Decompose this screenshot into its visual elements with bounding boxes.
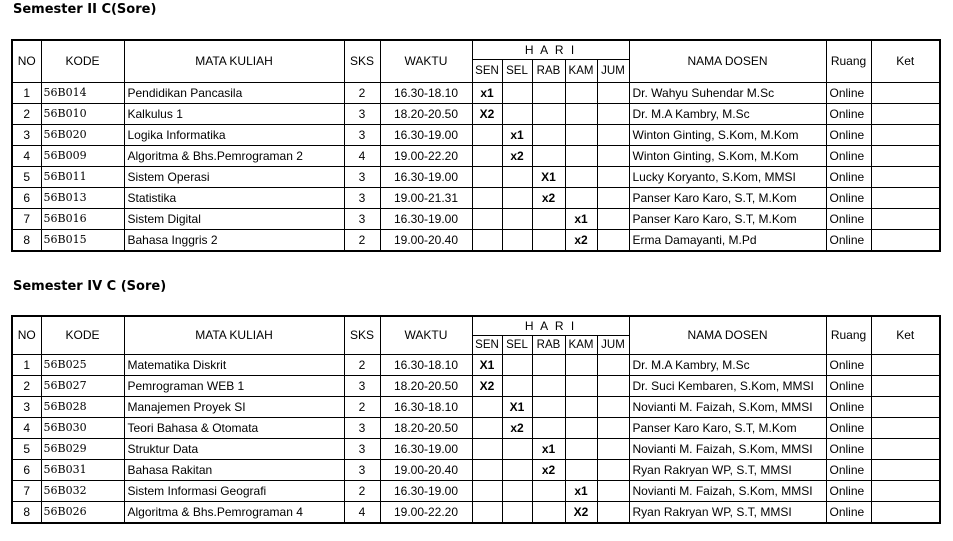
- header-day-jum: JUM: [597, 59, 629, 82]
- day-mark-jum: [597, 145, 629, 166]
- table-row: [12, 124, 940, 145]
- row-number: 3: [12, 396, 41, 417]
- sks-value: 2: [344, 354, 380, 375]
- day-mark-sen: [472, 438, 502, 459]
- lecturer-name: Winton Ginting, S.Kom, M.Kom: [629, 145, 826, 166]
- row-number: 6: [12, 459, 41, 480]
- table-row: [12, 187, 940, 208]
- lecturer-name: Panser Karo Karo, S.T, M.Kom: [629, 187, 826, 208]
- header-day-sel: SEL: [502, 59, 532, 82]
- day-mark-sel: [502, 82, 532, 103]
- day-mark-sel: [502, 480, 532, 501]
- course-code: 56B027: [41, 375, 124, 396]
- room: Online: [826, 187, 871, 208]
- table-row: [12, 501, 940, 523]
- header-ket: Ket: [871, 316, 940, 354]
- course-code: 56B009: [41, 145, 124, 166]
- course-name: Algoritma & Bhs.Pemrograman 2: [124, 145, 344, 166]
- course-name: Pemrograman WEB 1: [124, 375, 344, 396]
- day-mark-jum: [597, 103, 629, 124]
- day-mark-sen: [472, 501, 502, 523]
- course-name: Sistem Operasi: [124, 166, 344, 187]
- course-name: Statistika: [124, 187, 344, 208]
- day-mark-jum: [597, 166, 629, 187]
- note: [871, 103, 940, 124]
- room: Online: [826, 459, 871, 480]
- table-row: [12, 103, 940, 124]
- row-number: 7: [12, 480, 41, 501]
- header-ruang: Ruang: [826, 316, 871, 354]
- time-slot: 18.20-20.50: [380, 375, 472, 396]
- day-mark-kam: [565, 124, 597, 145]
- course-name: Sistem Digital: [124, 208, 344, 229]
- header-day-sel: SEL: [502, 335, 532, 354]
- lecturer-name: Winton Ginting, S.Kom, M.Kom: [629, 124, 826, 145]
- note: [871, 375, 940, 396]
- note: [871, 166, 940, 187]
- day-mark-jum: [597, 396, 629, 417]
- sks-value: 4: [344, 145, 380, 166]
- table-row: [12, 480, 940, 501]
- note: [871, 229, 940, 251]
- header-kode: KODE: [41, 316, 124, 354]
- lecturer-name: Ryan Rakryan WP, S.T, MMSI: [629, 501, 826, 523]
- row-number: 8: [12, 229, 41, 251]
- day-mark-rab: [532, 208, 565, 229]
- day-mark-sel: x2: [502, 417, 532, 438]
- day-mark-kam: [565, 459, 597, 480]
- time-slot: 19.00-22.20: [380, 501, 472, 523]
- note: [871, 124, 940, 145]
- row-number: 1: [12, 354, 41, 375]
- table-row: [12, 438, 940, 459]
- day-mark-sen: X2: [472, 103, 502, 124]
- day-mark-jum: [597, 354, 629, 375]
- sks-value: 3: [344, 459, 380, 480]
- day-mark-rab: [532, 103, 565, 124]
- course-name: Struktur Data: [124, 438, 344, 459]
- day-mark-kam: X2: [565, 501, 597, 523]
- day-mark-sel: x2: [502, 145, 532, 166]
- day-mark-jum: [597, 124, 629, 145]
- day-mark-jum: [597, 417, 629, 438]
- header-waktu: WAKTU: [380, 40, 472, 82]
- room: Online: [826, 501, 871, 523]
- course-code: 56B020: [41, 124, 124, 145]
- note: [871, 459, 940, 480]
- header-no: NO: [12, 316, 41, 354]
- table-row: [12, 82, 940, 103]
- sks-value: 3: [344, 438, 380, 459]
- room: Online: [826, 145, 871, 166]
- course-name: Sistem Informasi Geografi: [124, 480, 344, 501]
- sks-value: 3: [344, 208, 380, 229]
- day-mark-jum: [597, 501, 629, 523]
- header-mata-kuliah: MATA KULIAH: [124, 40, 344, 82]
- room: Online: [826, 103, 871, 124]
- day-mark-kam: [565, 187, 597, 208]
- row-number: 2: [12, 103, 41, 124]
- header-no: NO: [12, 40, 41, 82]
- lecturer-name: Panser Karo Karo, S.T, M.Kom: [629, 417, 826, 438]
- room: Online: [826, 229, 871, 251]
- course-code: 56B011: [41, 166, 124, 187]
- header-sks: SKS: [344, 316, 380, 354]
- day-mark-rab: x2: [532, 187, 565, 208]
- room: Online: [826, 480, 871, 501]
- note: [871, 417, 940, 438]
- room: Online: [826, 375, 871, 396]
- table-row: [12, 459, 940, 480]
- lecturer-name: Dr. M.A Kambry, M.Sc: [629, 103, 826, 124]
- table-row: [12, 166, 940, 187]
- day-mark-kam: [565, 396, 597, 417]
- day-mark-rab: X1: [532, 166, 565, 187]
- day-mark-rab: [532, 124, 565, 145]
- table-body: [12, 354, 940, 523]
- time-slot: 19.00-22.20: [380, 145, 472, 166]
- day-mark-rab: [532, 396, 565, 417]
- day-mark-kam: [565, 145, 597, 166]
- day-mark-sen: [472, 208, 502, 229]
- sks-value: 3: [344, 124, 380, 145]
- schedule-table-semester-iv: [11, 315, 941, 524]
- header-mata-kuliah: MATA KULIAH: [124, 316, 344, 354]
- lecturer-name: Dr. M.A Kambry, M.Sc: [629, 354, 826, 375]
- room: Online: [826, 82, 871, 103]
- table-row: [12, 145, 940, 166]
- header-nama-dosen: NAMA DOSEN: [629, 316, 826, 354]
- day-mark-jum: [597, 480, 629, 501]
- day-mark-rab: [532, 82, 565, 103]
- note: [871, 438, 940, 459]
- course-code: 56B030: [41, 417, 124, 438]
- day-mark-sen: [472, 396, 502, 417]
- day-mark-rab: [532, 229, 565, 251]
- day-mark-jum: [597, 229, 629, 251]
- table-row: [12, 417, 940, 438]
- note: [871, 208, 940, 229]
- header-waktu: WAKTU: [380, 316, 472, 354]
- room: Online: [826, 417, 871, 438]
- room: Online: [826, 124, 871, 145]
- header-kode: KODE: [41, 40, 124, 82]
- room: Online: [826, 208, 871, 229]
- header-hari: H A R I: [472, 40, 629, 59]
- time-slot: 18.20-20.50: [380, 103, 472, 124]
- day-mark-rab: [532, 501, 565, 523]
- sks-value: 3: [344, 187, 380, 208]
- header-ket: Ket: [871, 40, 940, 82]
- day-mark-jum: [597, 187, 629, 208]
- course-code: 56B026: [41, 501, 124, 523]
- room: Online: [826, 438, 871, 459]
- day-mark-sen: X2: [472, 375, 502, 396]
- day-mark-sen: [472, 145, 502, 166]
- time-slot: 16.30-19.00: [380, 480, 472, 501]
- header-day-sen: SEN: [472, 335, 502, 354]
- day-mark-sel: [502, 501, 532, 523]
- lecturer-name: Novianti M. Faizah, S.Kom, MMSI: [629, 480, 826, 501]
- day-mark-sen: [472, 124, 502, 145]
- course-code: 56B029: [41, 438, 124, 459]
- note: [871, 396, 940, 417]
- day-mark-sel: [502, 166, 532, 187]
- table-row: [12, 208, 940, 229]
- time-slot: 16.30-18.10: [380, 396, 472, 417]
- day-mark-sel: [502, 375, 532, 396]
- time-slot: 16.30-18.10: [380, 354, 472, 375]
- time-slot: 19.00-20.40: [380, 459, 472, 480]
- time-slot: 19.00-20.40: [380, 229, 472, 251]
- day-mark-rab: [532, 417, 565, 438]
- day-mark-sen: X1: [472, 354, 502, 375]
- day-mark-sel: [502, 459, 532, 480]
- time-slot: 16.30-19.00: [380, 438, 472, 459]
- room: Online: [826, 354, 871, 375]
- day-mark-sel: [502, 438, 532, 459]
- course-code: 56B016: [41, 208, 124, 229]
- section-title-semester-ii: Semester II C(Sore): [13, 2, 157, 17]
- time-slot: 18.20-20.50: [380, 417, 472, 438]
- course-code: 56B010: [41, 103, 124, 124]
- day-mark-sel: x1: [502, 124, 532, 145]
- day-mark-rab: x1: [532, 438, 565, 459]
- day-mark-sen: [472, 417, 502, 438]
- day-mark-kam: x1: [565, 480, 597, 501]
- course-name: Manajemen Proyek SI: [124, 396, 344, 417]
- day-mark-rab: [532, 375, 565, 396]
- time-slot: 16.30-19.00: [380, 124, 472, 145]
- sks-value: 3: [344, 103, 380, 124]
- header-ruang: Ruang: [826, 40, 871, 82]
- table-body: [12, 82, 940, 251]
- course-code: 56B031: [41, 459, 124, 480]
- note: [871, 480, 940, 501]
- day-mark-kam: [565, 103, 597, 124]
- course-code: 56B025: [41, 354, 124, 375]
- sks-value: 3: [344, 417, 380, 438]
- lecturer-name: Erma Damayanti, M.Pd: [629, 229, 826, 251]
- note: [871, 354, 940, 375]
- day-mark-kam: [565, 82, 597, 103]
- day-mark-jum: [597, 459, 629, 480]
- time-slot: 16.30-19.00: [380, 208, 472, 229]
- header-day-kam: KAM: [565, 59, 597, 82]
- header-day-sen: SEN: [472, 59, 502, 82]
- sks-value: 2: [344, 229, 380, 251]
- day-mark-jum: [597, 438, 629, 459]
- room: Online: [826, 396, 871, 417]
- day-mark-sel: [502, 187, 532, 208]
- course-name: Pendidikan Pancasila: [124, 82, 344, 103]
- row-number: 6: [12, 187, 41, 208]
- row-number: 4: [12, 145, 41, 166]
- row-number: 4: [12, 417, 41, 438]
- sks-value: 2: [344, 480, 380, 501]
- course-name: Logika Informatika: [124, 124, 344, 145]
- day-mark-rab: [532, 354, 565, 375]
- day-mark-sel: [502, 229, 532, 251]
- day-mark-sen: [472, 480, 502, 501]
- course-code: 56B014: [41, 82, 124, 103]
- day-mark-rab: [532, 145, 565, 166]
- course-code: 56B015: [41, 229, 124, 251]
- day-mark-sel: [502, 354, 532, 375]
- lecturer-name: Dr. Suci Kembaren, S.Kom, MMSI: [629, 375, 826, 396]
- room: Online: [826, 166, 871, 187]
- sks-value: 2: [344, 396, 380, 417]
- note: [871, 501, 940, 523]
- day-mark-kam: [565, 375, 597, 396]
- table-row: [12, 396, 940, 417]
- day-mark-jum: [597, 82, 629, 103]
- table-row: [12, 354, 940, 375]
- day-mark-kam: x1: [565, 208, 597, 229]
- day-mark-kam: [565, 438, 597, 459]
- header-day-rab: RAB: [532, 59, 565, 82]
- day-mark-sen: [472, 229, 502, 251]
- sks-value: 4: [344, 501, 380, 523]
- day-mark-sen: x1: [472, 82, 502, 103]
- day-mark-rab: [532, 480, 565, 501]
- header-sks: SKS: [344, 40, 380, 82]
- day-mark-jum: [597, 208, 629, 229]
- lecturer-name: Lucky Koryanto, S.Kom, MMSI: [629, 166, 826, 187]
- row-number: 8: [12, 501, 41, 523]
- sks-value: 2: [344, 82, 380, 103]
- day-mark-sen: [472, 166, 502, 187]
- row-number: 1: [12, 82, 41, 103]
- table-row: [12, 229, 940, 251]
- time-slot: 16.30-19.00: [380, 166, 472, 187]
- header-hari: H A R I: [472, 316, 629, 335]
- day-mark-sel: [502, 103, 532, 124]
- header-nama-dosen: NAMA DOSEN: [629, 40, 826, 82]
- course-name: Teori Bahasa & Otomata: [124, 417, 344, 438]
- row-number: 3: [12, 124, 41, 145]
- course-name: Bahasa Rakitan: [124, 459, 344, 480]
- lecturer-name: Novianti M. Faizah, S.Kom, MMSI: [629, 396, 826, 417]
- course-code: 56B013: [41, 187, 124, 208]
- row-number: 2: [12, 375, 41, 396]
- course-name: Algoritma & Bhs.Pemrograman 4: [124, 501, 344, 523]
- section-title-semester-iv: Semester IV C (Sore): [13, 279, 167, 294]
- day-mark-kam: x2: [565, 229, 597, 251]
- time-slot: 16.30-18.10: [380, 82, 472, 103]
- note: [871, 187, 940, 208]
- header-day-kam: KAM: [565, 335, 597, 354]
- course-code: 56B032: [41, 480, 124, 501]
- table-row: [12, 375, 940, 396]
- note: [871, 145, 940, 166]
- day-mark-kam: [565, 417, 597, 438]
- sks-value: 3: [344, 375, 380, 396]
- schedule-table-semester-ii: [11, 39, 941, 252]
- day-mark-kam: [565, 354, 597, 375]
- day-mark-sen: [472, 459, 502, 480]
- lecturer-name: Panser Karo Karo, S.T, M.Kom: [629, 208, 826, 229]
- lecturer-name: Ryan Rakryan WP, S.T, MMSI: [629, 459, 826, 480]
- row-number: 5: [12, 438, 41, 459]
- header-day-jum: JUM: [597, 335, 629, 354]
- header-day-rab: RAB: [532, 335, 565, 354]
- time-slot: 19.00-21.31: [380, 187, 472, 208]
- lecturer-name: Novianti M. Faizah, S.Kom, MMSI: [629, 438, 826, 459]
- course-name: Bahasa Inggris 2: [124, 229, 344, 251]
- day-mark-jum: [597, 375, 629, 396]
- sks-value: 3: [344, 166, 380, 187]
- lecturer-name: Dr. Wahyu Suhendar M.Sc: [629, 82, 826, 103]
- row-number: 5: [12, 166, 41, 187]
- day-mark-sel: [502, 208, 532, 229]
- day-mark-rab: x2: [532, 459, 565, 480]
- day-mark-sel: X1: [502, 396, 532, 417]
- day-mark-sen: [472, 187, 502, 208]
- course-name: Kalkulus 1: [124, 103, 344, 124]
- row-number: 7: [12, 208, 41, 229]
- course-name: Matematika Diskrit: [124, 354, 344, 375]
- note: [871, 82, 940, 103]
- day-mark-kam: [565, 166, 597, 187]
- course-code: 56B028: [41, 396, 124, 417]
